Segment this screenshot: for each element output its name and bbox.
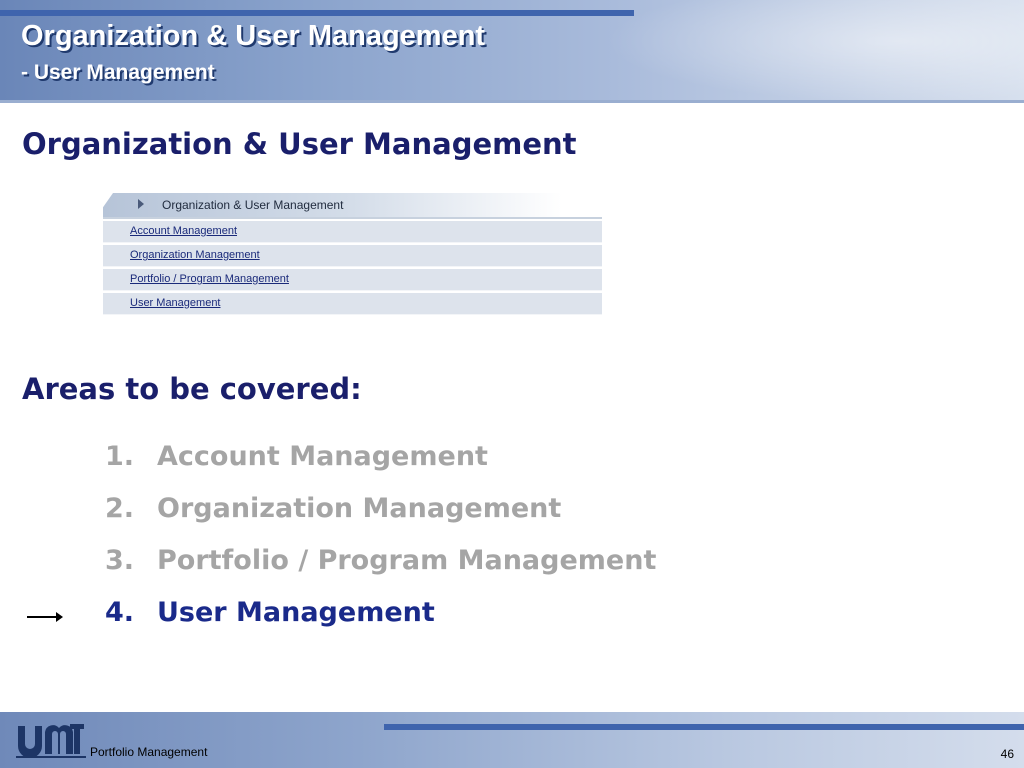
area-item-portfolio-program-management bbox=[105, 545, 656, 585]
slide-title: Organization & User Management bbox=[21, 20, 486, 52]
area-item-label: Organization Management bbox=[157, 493, 562, 524]
slide-header bbox=[0, 0, 1024, 103]
org-user-management-menu bbox=[103, 193, 602, 315]
area-item-account-management bbox=[105, 441, 488, 481]
page-number: 46 bbox=[1000, 747, 1014, 761]
area-item-number: 2. bbox=[105, 493, 135, 524]
area-item-number: 4. bbox=[105, 597, 135, 628]
menu-header-notch bbox=[86, 193, 113, 217]
area-item-organization-management bbox=[105, 493, 561, 533]
slide-subtitle: - User Management bbox=[21, 61, 215, 84]
menu-item-organization-management bbox=[103, 245, 602, 267]
current-item-arrow-icon bbox=[27, 616, 61, 618]
menu-item-user-management bbox=[103, 293, 602, 315]
areas-heading: Areas to be covered: bbox=[22, 372, 362, 406]
section-heading: Organization & User Management bbox=[22, 127, 577, 161]
area-item-number: 1. bbox=[105, 441, 135, 472]
menu-item-portfolio-program-management bbox=[103, 269, 602, 291]
menu-item-account-management bbox=[103, 221, 602, 243]
header-accent-stripe bbox=[0, 10, 634, 16]
area-item-user-management bbox=[105, 597, 435, 637]
area-item-label: User Management bbox=[157, 597, 435, 628]
header-glow bbox=[604, 0, 1024, 103]
portfolio-program-management-link[interactable]: Portfolio / Program Management bbox=[130, 273, 289, 285]
organization-management-link[interactable]: Organization Management bbox=[130, 249, 260, 261]
menu-header-label: Organization & User Management bbox=[162, 198, 344, 212]
umt-logo-icon bbox=[16, 720, 86, 760]
area-item-label: Portfolio / Program Management bbox=[157, 545, 657, 576]
area-item-number: 3. bbox=[105, 545, 135, 576]
footer-label: Portfolio Management bbox=[90, 745, 208, 759]
footer-accent-stripe bbox=[384, 724, 1024, 730]
caret-right-icon bbox=[138, 199, 144, 209]
menu-header[interactable] bbox=[103, 193, 602, 219]
user-management-link[interactable]: User Management bbox=[130, 297, 221, 309]
header-divider bbox=[0, 100, 1024, 103]
account-management-link[interactable]: Account Management bbox=[130, 225, 238, 237]
area-item-label: Account Management bbox=[157, 441, 488, 472]
slide-footer bbox=[0, 712, 1024, 768]
